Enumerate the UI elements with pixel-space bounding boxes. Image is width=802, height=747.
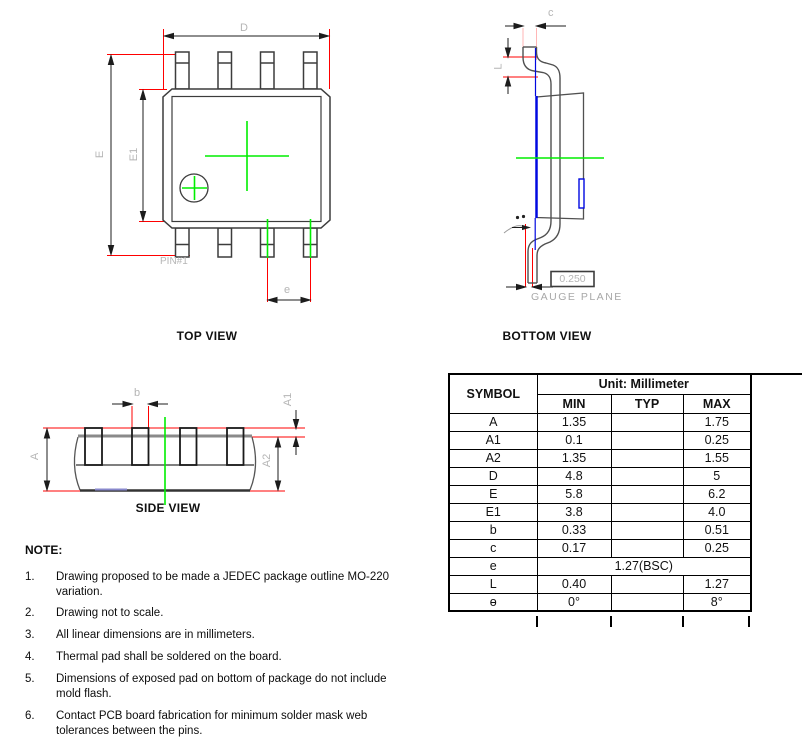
- table-top-border-overshoot: [750, 373, 802, 375]
- dim-label-c: c: [548, 7, 554, 19]
- side-view-caption: SIDE VIEW: [135, 501, 201, 515]
- table-tail-line: [536, 616, 538, 627]
- note-text: Contact PCB board fabrication for minimum solder mask web tolerances between the pins.: [56, 710, 368, 738]
- note-item: [25, 672, 437, 702]
- col-header-unit: Unit: Millimeter: [537, 374, 751, 394]
- bottom-view-caption: BOTTOM VIEW: [502, 329, 592, 343]
- lead-angle-callout: [504, 215, 531, 233]
- pin1-label: PIN#1: [160, 256, 188, 267]
- side-view-drawing: [30, 387, 310, 510]
- side-view-red-extension-lines: [43, 406, 305, 491]
- table-header-row: [449, 374, 751, 394]
- dimensions-table: [448, 373, 752, 612]
- note-item: [25, 628, 437, 643]
- table-row: E1 3.8 4.0: [449, 503, 751, 521]
- notes-section: [25, 543, 437, 746]
- col-header-typ: TYP: [611, 394, 683, 413]
- note-number: 5.: [25, 673, 35, 686]
- top-view-drawing: [85, 20, 340, 310]
- note-text: Thermal pad shall be soldered on the board.: [56, 651, 282, 664]
- dim-label-b: b: [134, 387, 141, 399]
- dim-label-E: E: [94, 150, 107, 159]
- note-number: 1.: [25, 570, 35, 583]
- col-header-symbol: SYMBOL: [449, 374, 537, 413]
- col-header-min: MIN: [537, 394, 611, 413]
- note-item: [25, 650, 437, 665]
- note-text: Drawing proposed to be made a JEDEC package outline MO-220 variation.: [56, 570, 390, 598]
- table-row: A1 0.1 0.25: [449, 431, 751, 449]
- note-item: [25, 606, 437, 621]
- table-row: e 1.27(BSC): [449, 557, 751, 575]
- gauge-offset-value: 0.250: [559, 273, 586, 285]
- notes-title: NOTE:: [25, 543, 63, 557]
- col-header-max: MAX: [683, 394, 751, 413]
- table-tail-line: [682, 616, 684, 627]
- note-item: [25, 709, 437, 739]
- note-number: 2.: [25, 607, 35, 620]
- table-row: D 4.8 5: [449, 467, 751, 485]
- table-tail-line: [748, 616, 750, 627]
- note-item: [25, 570, 437, 600]
- dim-label-A2: A2: [261, 453, 274, 468]
- table-row: b 0.33 0.51: [449, 521, 751, 539]
- note-number: 4.: [25, 651, 35, 664]
- dim-label-A: A: [29, 452, 42, 461]
- table-row: A 1.35 1.75: [449, 413, 751, 431]
- dim-label-e: e: [284, 284, 291, 296]
- note-text: Drawing not to scale.: [56, 607, 164, 620]
- dim-label-E1: E1: [128, 147, 141, 162]
- note-number: 6.: [25, 710, 35, 723]
- table-row: E 5.8 6.2: [449, 485, 751, 503]
- bottom-view-drawing: [492, 5, 620, 305]
- note-text: Dimensions of exposed pad on bottom of package do not include mold flash.: [56, 673, 387, 701]
- bottom-view-lead-profile: [523, 47, 560, 283]
- table-row: A2 1.35 1.55: [449, 449, 751, 467]
- note-text: All linear dimensions are in millimeters.: [56, 629, 255, 642]
- side-view-dimension-lines: [44, 401, 298, 490]
- note-number: 3.: [25, 629, 35, 642]
- top-view-caption: TOP VIEW: [176, 329, 238, 343]
- table-row: c 0.17 0.25: [449, 539, 751, 557]
- table-tail-line: [610, 616, 612, 627]
- gauge-plane-label: GAUGE PLANE: [531, 291, 623, 303]
- dim-label-A1: A1: [282, 392, 295, 407]
- table-row: ɵ 0° 8°: [449, 593, 751, 611]
- dim-label-D: D: [240, 22, 248, 34]
- table-row: L 0.40 1.27: [449, 575, 751, 593]
- dim-label-L: L: [492, 63, 505, 70]
